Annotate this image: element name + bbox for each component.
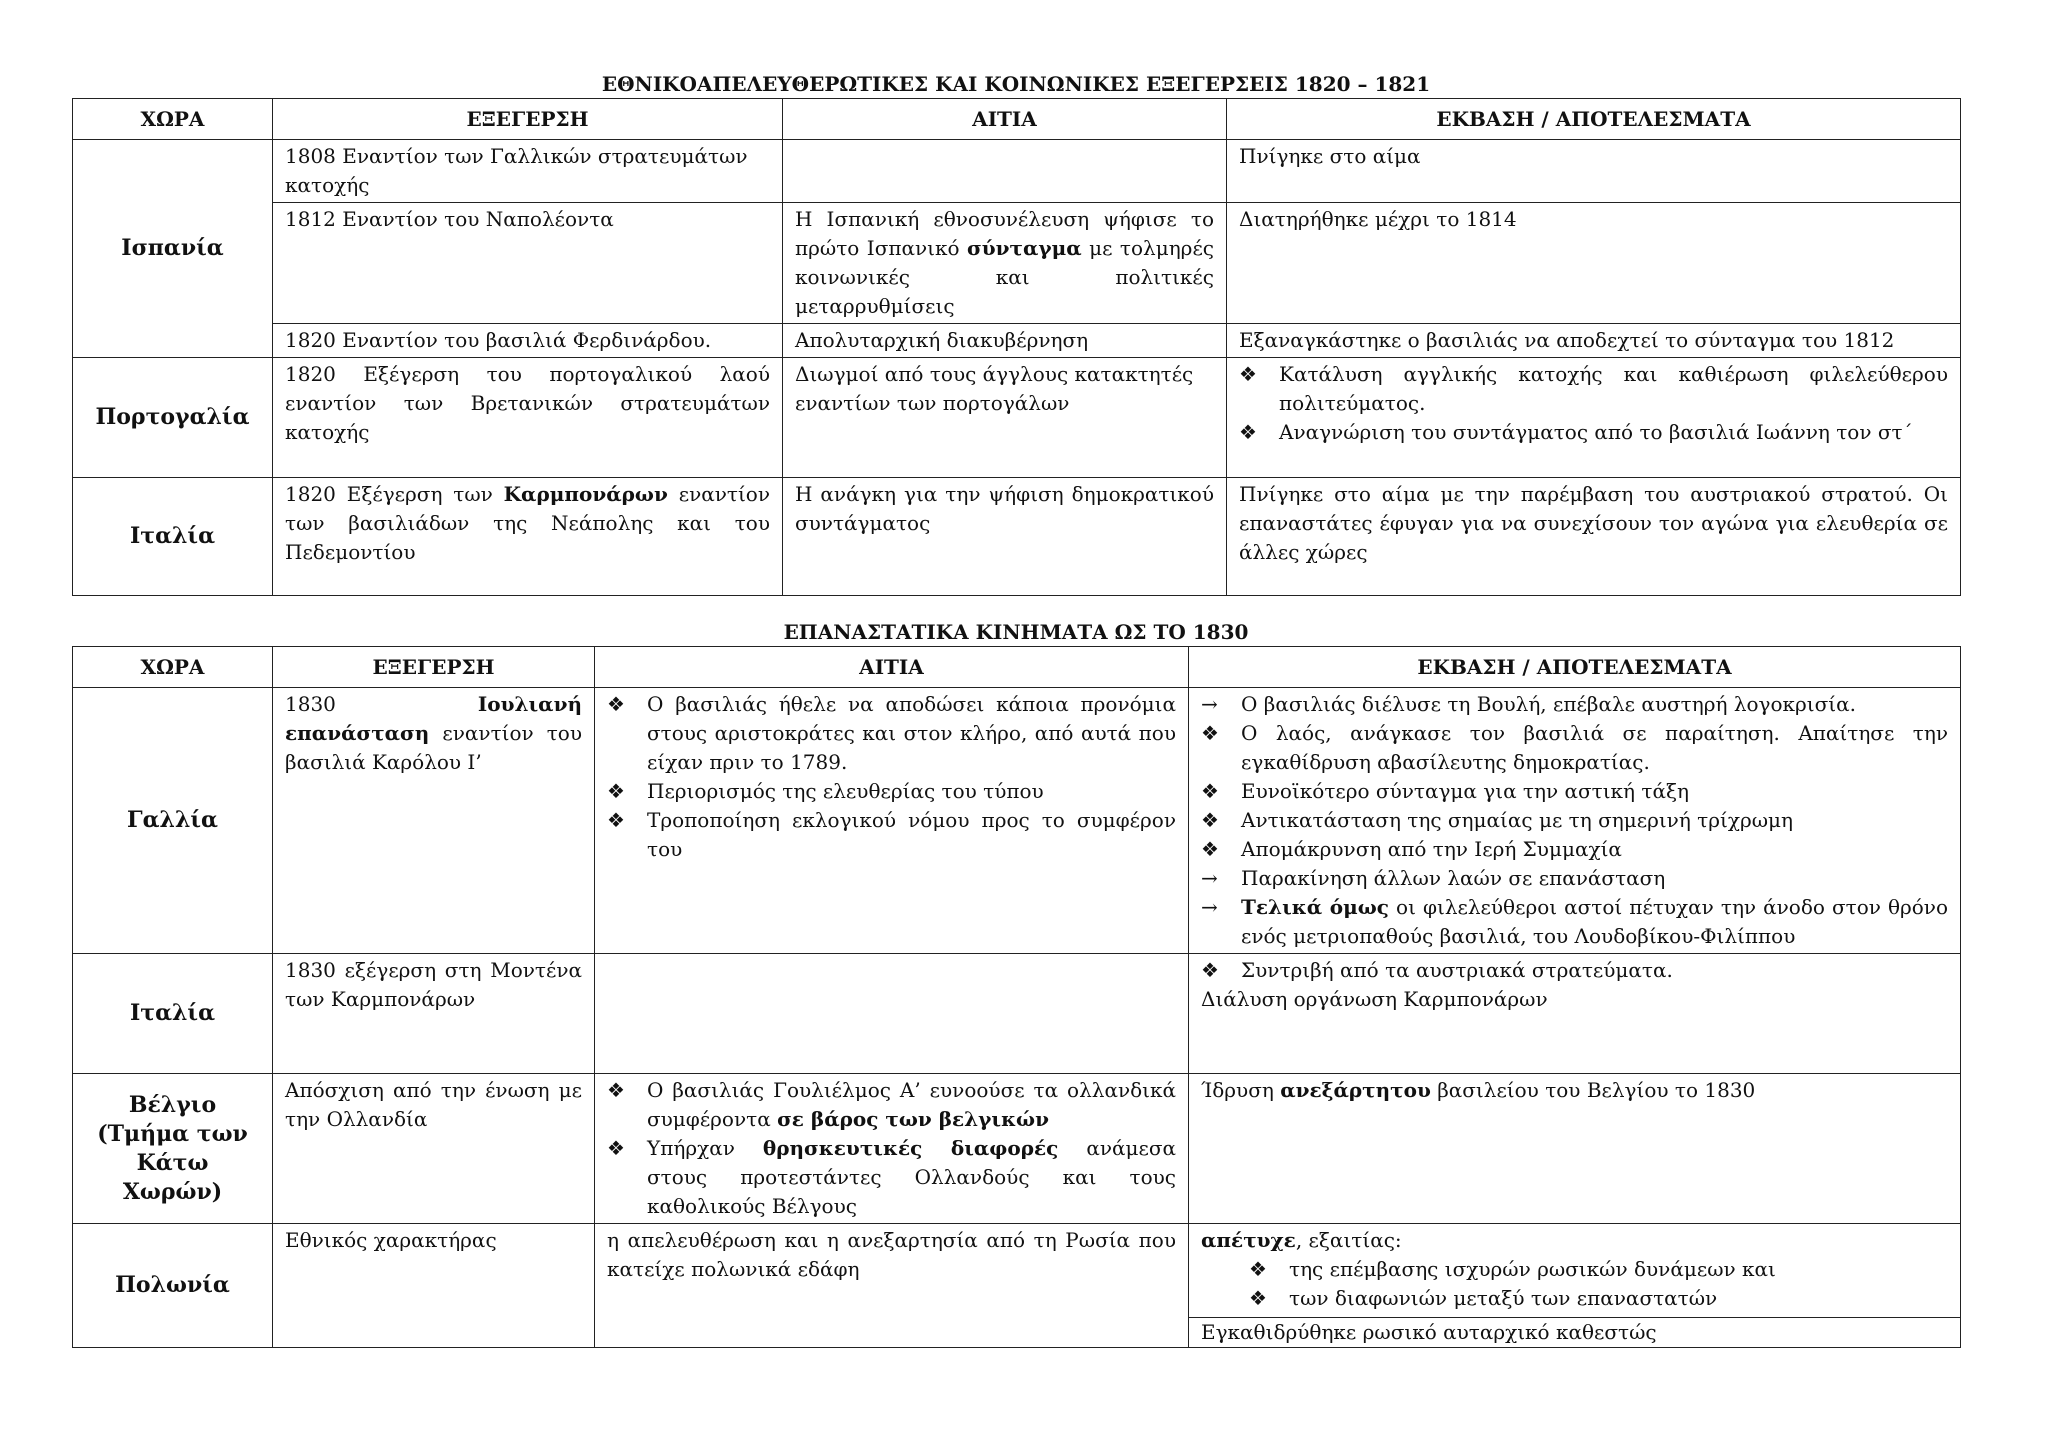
country-cell: Βέλγιο (Τμήμα των Κάτω Χωρών) [73, 1074, 273, 1224]
outcome-cell: → Ο βασιλιάς διέλυσε τη Βουλή, επέβαλε αυστηρή λογοκρισία. ❖ Ο λαός, ανάγκασε τον βασιλιά σε παραίτηση. Απαίτησε την εγκαθίδρυση αβασίλευτης δημοκρατίας. ❖ Ευνοϊκότερο σύνταγμα για την αστική τάξη ❖ Αντικατάσταση της σημαίας με τη σημερινή τρίχρωμη ❖ Απομάκρυνση από την Ιερή Συμμαχία → Παρακίνηση άλλων λαών σε επανάσταση → Τελικά όμως οι φιλελεύθεροι αστοί πέτυχαν την άνοδο στον θρόνο ενός μετριοπαθούς βασιλιά, του Λουδοβίκου-Φιλίππου [1189, 688, 1961, 954]
country-cell: Ιταλία [73, 478, 273, 596]
diamond-bullet-icon: ❖ [1239, 420, 1257, 444]
outcome-cell: Πνίγηκε στο αίμα με την παρέμβαση του αυστριακού στρατού. Οι επαναστάτες έφυγαν για να συνεχίσουν τον αγώνα για ελευθερία σε άλλες χώρες [1227, 478, 1961, 596]
diamond-bullet-icon: ❖ [1201, 808, 1219, 832]
diamond-bullet-icon: ❖ [607, 692, 625, 716]
outcome-subrow: Εγκαθιδρύθηκε ρωσικό αυταρχικό καθεστώς [1189, 1317, 1960, 1347]
table-row [73, 1074, 1961, 1224]
diamond-bullet-icon: ❖ [1239, 362, 1257, 386]
table-row [73, 203, 1961, 324]
uprising-cell: 1820 Εξέγερση του πορτογαλικού λαού εναντίον των Βρετανικών στρατευμάτων κατοχής [273, 358, 783, 478]
cause-cell [783, 140, 1227, 203]
table-row [73, 324, 1961, 358]
column-header-outcome: ΕΚΒΑΣΗ / ΑΠΟΤΕΛΕΣΜΑΤΑ [1189, 647, 1961, 688]
arrow-bullet-icon: → [1201, 866, 1218, 890]
outcome-cell: ❖ Κατάλυση αγγλικής κατοχής και καθιέρωση φιλελεύθερου πολιτεύματος. ❖ Αναγνώριση του συντάγματος από το βασιλιά Ιωάννη τον στ΄ [1227, 358, 1961, 478]
uprising-cell: Εθνικός χαρακτήρας [273, 1224, 595, 1348]
uprising-cell: 1808 Εναντίον των Γαλλικών στρατευμάτων κατοχής [273, 140, 783, 203]
uprising-cell: 1830 Ιουλιανή επανάσταση εναντίον του βασιλιά Καρόλου Ι’ [273, 688, 595, 954]
table-header-row [73, 647, 1961, 688]
diamond-bullet-icon: ❖ [607, 1136, 625, 1160]
cause-cell: η απελευθέρωση και η ανεξαρτησία από τη Ρωσία που κατείχε πολωνικά εδάφη [595, 1224, 1189, 1348]
country-cell: Γαλλία [73, 688, 273, 954]
table-row [73, 954, 1961, 1074]
cause-cell: ❖ Ο βασιλιάς Γουλιέλμος Α’ ευνοούσε τα ολλανδικά συμφέροντα σε βάρος των βελγικών ❖ Υπήρχαν θρησκευτικές διαφορές ανάμεσα στους προτεστάντες Ολλανδούς και τους καθολικούς Βέλγους [595, 1074, 1189, 1224]
outcome-cell: Διατηρήθηκε μέχρι το 1814 [1227, 203, 1961, 324]
outcome-cell: ❖ Συντριβή από τα αυστριακά στρατεύματα. Διάλυση οργάνωση Καρμπονάρων [1189, 954, 1961, 1074]
cause-cell: Απολυταρχική διακυβέρνηση [783, 324, 1227, 358]
diamond-bullet-icon: ❖ [1201, 958, 1219, 982]
diamond-bullet-icon: ❖ [607, 1078, 625, 1102]
table1-title: ΕΘΝΙΚΟΑΠΕΛΕΥΘΕΡΩΤΙΚΕΣ ΚΑΙ ΚΟΙΝΩΝΙΚΕΣ ΕΞΕΓΕΡΣΕΙΣ 1820 – 1821 [601, 72, 1431, 96]
country-cell: Πορτογαλία [73, 358, 273, 478]
column-header-uprising: ΕΞΕΓΕΡΣΗ [273, 99, 783, 140]
uprisings-1820-table [72, 98, 1961, 596]
column-header-outcome: ΕΚΒΑΣΗ / ΑΠΟΤΕΛΕΣΜΑΤΑ [1227, 99, 1961, 140]
table-header-row [73, 99, 1961, 140]
cause-cell: Η ανάγκη για την ψήφιση δημοκρατικού συντάγματος [783, 478, 1227, 596]
diamond-bullet-icon: ❖ [1201, 721, 1219, 745]
cause-cell: ❖ Ο βασιλιάς ήθελε να αποδώσει κάποια προνόμια στους αριστοκράτες και στον κλήρο, από αυτά που είχαν πριν το 1789. ❖ Περιορισμός της ελευθερίας του τύπου ❖ Τροποποίηση εκλογικού νόμου προς το συμφέρον του [595, 688, 1189, 954]
country-cell: Ισπανία [73, 140, 273, 358]
revolutions-1830-table [72, 646, 1961, 1348]
cause-cell: Η Ισπανική εθνοσυνέλευση ψήφισε το πρώτο Ισπανικό σύνταγμα με τολμηρές κοινωνικές και πολιτικές μεταρρυθμίσεις [783, 203, 1227, 324]
uprising-cell: 1820 Εναντίον του βασιλιά Φερδινάρδου. [273, 324, 783, 358]
table-row [73, 140, 1961, 203]
country-cell: Ιταλία [73, 954, 273, 1074]
uprising-cell: 1812 Εναντίον του Ναπολέοντα [273, 203, 783, 324]
column-header-country: ΧΩΡΑ [73, 99, 273, 140]
outcome-cell: Ίδρυση ανεξάρτητου βασιλείου του Βελγίου το 1830 [1189, 1074, 1961, 1224]
column-header-uprising: ΕΞΕΓΕΡΣΗ [273, 647, 595, 688]
table-row [73, 358, 1961, 478]
diamond-bullet-icon: ❖ [1201, 837, 1219, 861]
diamond-bullet-icon: ❖ [1201, 779, 1219, 803]
uprising-cell: 1830 εξέγερση στη Μοντένα των Καρμπονάρων [273, 954, 595, 1074]
arrow-bullet-icon: → [1201, 692, 1218, 716]
column-header-country: ΧΩΡΑ [73, 647, 273, 688]
diamond-bullet-icon: ❖ [607, 808, 625, 832]
cause-cell [595, 954, 1189, 1074]
outcome-cell: Εξαναγκάστηκε ο βασιλιάς να αποδεχτεί το σύνταγμα του 1812 [1227, 324, 1961, 358]
column-header-cause: ΑΙΤΙΑ [783, 99, 1227, 140]
diamond-bullet-icon: ❖ [607, 779, 625, 803]
outcome-cell: απέτυχε, εξαιτίας: ❖ της επέμβασης ισχυρών ρωσικών δυνάμεων και ❖ των διαφωνιών μεταξύ των επαναστατών Εγκαθιδρύθηκε ρωσικό αυταρχικό καθεστώς [1189, 1224, 1961, 1348]
country-cell: Πολωνία [73, 1224, 273, 1348]
column-header-cause: ΑΙΤΙΑ [595, 647, 1189, 688]
table-row [73, 478, 1961, 596]
uprising-cell: 1820 Εξέγερση των Καρμπονάρων εναντίον των βασιλιάδων της Νεάπολης και του Πεδεμοντίου [273, 478, 783, 596]
arrow-bullet-icon: → [1201, 895, 1218, 919]
table-row [73, 688, 1961, 954]
table2-title: ΕΠΑΝΑΣΤΑΤΙΚΑ ΚΙΝΗΜΑΤΑ ΩΣ ΤΟ 1830 [783, 620, 1249, 644]
uprising-cell: Απόσχιση από την ένωση με την Ολλανδία [273, 1074, 595, 1224]
cause-cell: Διωγμοί από τους άγγλους κατακτητές εναντίων των πορτογάλων [783, 358, 1227, 478]
diamond-bullet-icon: ❖ [1249, 1257, 1267, 1281]
table-row [73, 1224, 1961, 1348]
outcome-cell: Πνίγηκε στο αίμα [1227, 140, 1961, 203]
diamond-bullet-icon: ❖ [1249, 1286, 1267, 1310]
